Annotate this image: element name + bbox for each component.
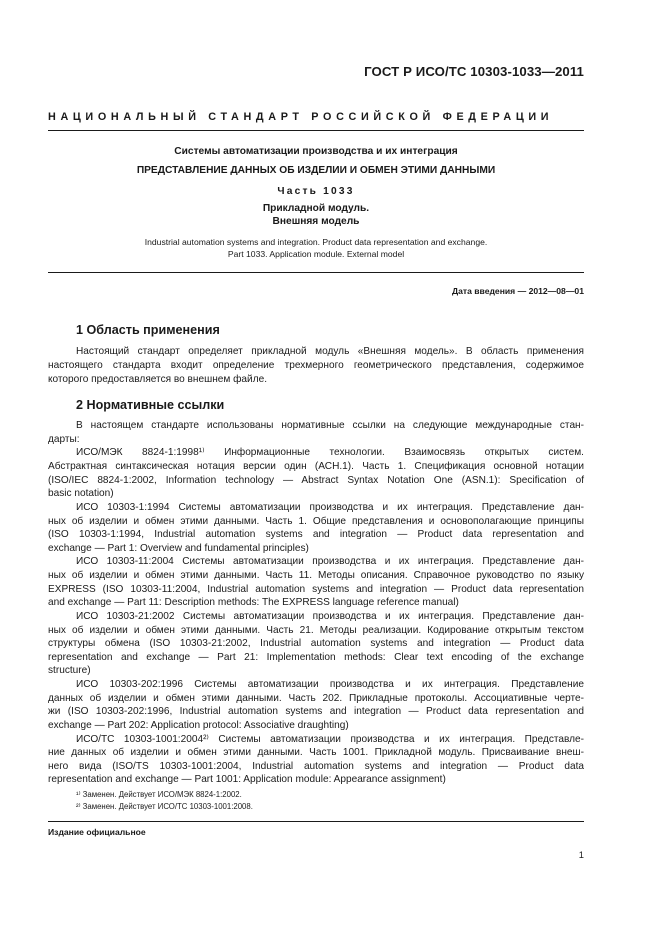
section-2-line: дарты:	[48, 434, 80, 445]
english-title-line-2: Part 1033. Application module. External model	[227, 249, 405, 259]
section-2-line: exchange — Part 202: Application protocol: Associative draughting)	[48, 720, 349, 731]
section-2-line: ных об изделии и обмен этими данными. Часть 11. Методы описания. Справочное руководство по языку	[48, 570, 584, 581]
section-2-line: basic notation)	[48, 488, 114, 499]
section-2-line: ИСО 10303-1:1994 Системы автоматизации производства и их интеграция. Представление дан-	[76, 502, 584, 513]
document-code: ГОСТ Р ИСО/ТС 10303-1033—2011	[364, 64, 584, 79]
section-2-line: него вида (ISO/TS 10303-1001:2004, Industrial automation systems and integration — Product data	[48, 761, 584, 772]
section-1-line: Настоящий стандарт определяет прикладной модуль «Внешняя модель». В область применения	[76, 346, 584, 357]
section-2-line: EXPRESS (ISO 10303-11:2004, Industrial automation systems and integration — Product data representation	[48, 584, 584, 595]
subtitle-line-2: Внешняя модель	[272, 216, 360, 227]
section-2-heading: 2 Нормативные ссылки	[76, 398, 225, 412]
national-standard-banner: НАЦИОНАЛЬНЫЙ СТАНДАРТ РОССИЙСКОЙ ФЕДЕРАЦИИ	[48, 111, 554, 123]
section-1-line: настоящего стандарта входит определение трехмерного геометрического представления, содержимое	[48, 360, 584, 371]
top-divider	[48, 130, 584, 131]
section-2-line: and exchange — Part 11: Description methods: The EXPRESS language reference manual)	[48, 597, 459, 608]
section-2-line: ных об изделии и обмен этими данными. Часть 1. Общие представления и основополагающие принципы	[48, 516, 584, 527]
section-2-line: (ISO 10303-1:1994, Industrial automation systems and integration — Product data representation and	[48, 529, 584, 540]
section-2-line: ние данных об изделии и обмен этими данными. Часть 1001. Прикладной модуль. Присваивание внеш-	[48, 747, 584, 758]
section-2-line: В настоящем стандарте использованы нормативные ссылки на следующие международные стан-	[76, 420, 584, 431]
title-line-1: Системы автоматизации производства и их интеграция	[174, 146, 458, 157]
subtitle-line-1: Прикладной модуль.	[262, 203, 370, 214]
introduction-date: Дата введения — 2012—08—01	[451, 286, 584, 296]
section-1-heading: 1 Область применения	[76, 323, 220, 337]
section-2-line: exchange — Part 1: Overview and fundamental principles)	[48, 543, 309, 554]
footnote-2: ²⁾ Заменен. Действует ИСО/ТС 10303-1001:2008.	[76, 802, 253, 811]
english-title-line-1: Industrial automation systems and integration. Product data representation and exchange.	[144, 237, 488, 247]
section-2-line: ИСО 10303-21:2002 Системы автоматизации производства и их интеграция. Представление дан-	[76, 611, 584, 622]
section-2-line: ных об изделии и обмен этими данными. Часть 21. Методы реализации. Кодирование открытым текстом	[48, 625, 584, 636]
footnote-1: ¹⁾ Заменен. Действует ИСО/МЭК 8824-1:2002.	[76, 790, 242, 799]
section-2-line: данных об изделии и обмен этими данными. Часть 202. Прикладные протоколы. Ассоциативные черте-	[48, 693, 584, 704]
section-2-line: ИСО/МЭК 8824-1:1998¹⁾ Информационные технологии. Взаимосвязь открытых систем.	[76, 447, 584, 458]
edition-label: Издание официальное	[48, 827, 146, 837]
section-2-line: representation and exchange — Part 1001: Application module: Appearance assignment)	[48, 774, 446, 785]
section-2-line: ИСО/ТС 10303-1001:2004²⁾ Системы автоматизации производства и их интеграция. Представле-	[76, 734, 584, 745]
section-2-line: жи (ISO 10303-202:1996, Industrial automation systems and integration — Product data representation and	[48, 706, 584, 717]
title-line-2: ПРЕДСТАВЛЕНИЕ ДАННЫХ ОБ ИЗДЕЛИИ И ОБМЕН ЭТИМИ ДАННЫМИ	[136, 165, 496, 176]
footer-divider	[48, 821, 584, 822]
section-2-line: (ISO/IEC 8824-1:2002, Information technology — Abstract Syntax Notation One (ASN.1): Specification of	[48, 475, 584, 486]
part-label: Часть 1033	[277, 186, 355, 197]
section-2-line: Абстрактная синтаксическая нотация версии один (АСН.1). Часть 1. Спецификация основной нотации	[48, 461, 584, 472]
section-2-line: ИСО 10303-11:2004 Системы автоматизации производства и их интеграция. Представление дан-	[76, 556, 584, 567]
title-divider	[48, 272, 584, 273]
page-number: 1	[578, 849, 584, 860]
section-2-line: структуры обмена (ISO 10303-21:2002, Industrial automation systems and integration — Product data	[48, 638, 584, 649]
section-2-line: representation and exchange — Part 21: Implementation methods: Clear text encoding of the exchange	[48, 652, 584, 663]
section-2-line: structure)	[48, 665, 91, 676]
section-2-line: ИСО 10303-202:1996 Системы автоматизации производства и их интеграция. Представление	[76, 679, 584, 690]
section-1-line: которого предоставляется во внешнем файле.	[48, 374, 267, 385]
